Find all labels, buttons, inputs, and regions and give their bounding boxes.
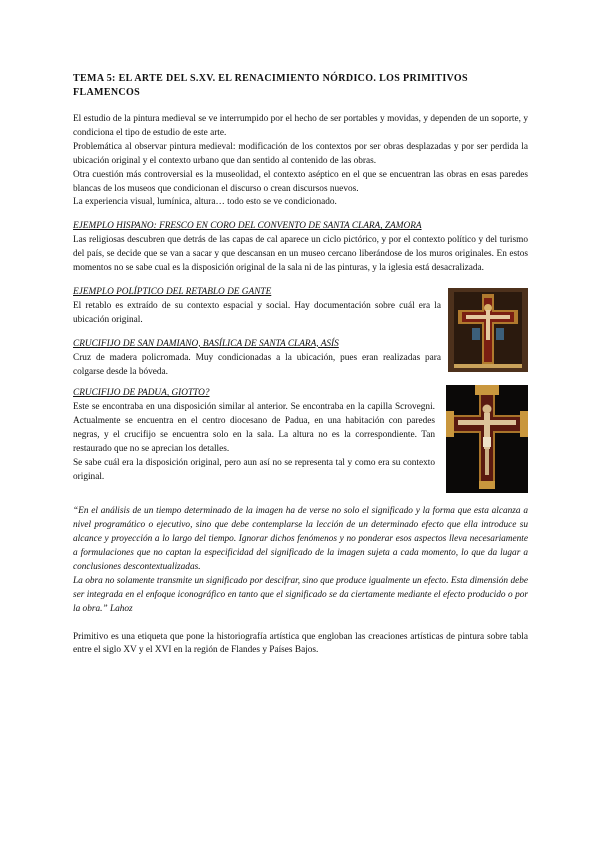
quote-paragraph: “En el análisis de un tiempo determinado de la imagen ha de verse no solo el significado y la forma que esta alcanza a nivel programático o ejecutivo, sino que debe contemplarse la lección de un determinado efecto que ella introduce su alcance y proyección a lo largo del tiempo. Ignorar dichos fenómenos y no ponderar esos aspectos lleva necesariamente a formulaciones que no captan la especificidad del significado de la imagen sujeta a cada momento, lo que da lugar a conclusiones descontextualizadas.: [73, 506, 528, 572]
san-damiano-crucifix-image: [448, 288, 528, 372]
section-text-gante: El retablo es extraído de su contexto espacial y social. Hay documentación sobre cuál era la ubicación original.: [73, 300, 441, 325]
section-heading-san-damiano: CRUCIFIJO DE SAN DAMIANO, BASÍLICA DE SANTA CLARA, ASÍS: [73, 338, 339, 349]
section-text-padua-context: Se sabe cuál era la disposición original, pero aun así no se representa tal y como era su contexto original.: [73, 457, 435, 482]
document-body: [73, 72, 528, 658]
intro-paragraph: Problemática al observar pintura medieval: modificación de los contextos por ser obras desplazadas y por ser perdida la ubicación original y el contexto urbano que dan sentido al contenido de las obras.: [73, 141, 528, 166]
page-title: TEMA 5: EL ARTE DEL S.XV. EL RENACIMIENTO NÓRDICO. LOS PRIMITIVOS FLAMENCOS: [73, 73, 468, 98]
closing-paragraph: Primitivo es una etiqueta que pone la historiografía artística que engloban las creaciones artísticas de pintura sobre tabla entre el siglo XV y el XVI en la región de Flandes y Países Bajos.: [73, 631, 528, 656]
section-heading-zamora: EJEMPLO HISPANO: FRESCO EN CORO DEL CONVENTO DE SANTA CLARA, ZAMORA: [73, 221, 422, 232]
intro-paragraph: La experiencia visual, lumínica, altura… todo esto se ve condicionado.: [73, 197, 337, 208]
section-text-san-damiano: Cruz de madera policromada. Muy condicionadas a la ubicación, pues eran realizadas para colgarse desde la bóveda.: [73, 352, 441, 377]
section-text-padua: Este se encontraba en una disposición similar al anterior. Se encontraba en la capilla Scrovegni. Actualmente se encuentra en el centro diocesano de Padua, en una habitación con paredes negras, y el crucifijo se encuentra solo en la sala. La altura no es la correspondiente. Tan restaurado que no se aprecian los detalles.: [73, 402, 435, 455]
intro-paragraph: Otra cuestión más controversial es la museolidad, el contexto aséptico en el que se encuentran las obras en esas paredes blancas de los museos que condicionan el discurso o crean discursos nuevos.: [73, 169, 528, 194]
section-heading-gante: EJEMPLO POLÍPTICO DEL RETABLO DE GANTE: [73, 286, 272, 297]
quote-paragraph: La obra no solamente transmite un significado por descifrar, sino que produce igualmente un efecto. Esta dimensión debe ser integrada en el enfoque iconográfico en tanto que el significado se da ciertamente mediante el efecto producido o por la obra.” Lahoz: [73, 575, 528, 614]
section-text-zamora: Las religiosas descubren que detrás de las capas de cal aparece un ciclo pictórico, y por el contexto político y del turismo del país, se decide que se van a sacar y que descansan en un museo cercano liberándose de los muros originales. En estos momentos no se sabe cual es la disposición original de la sala ni de las pinturas, y la iglesia está desacralizada.: [73, 235, 528, 274]
intro-paragraph: El estudio de la pintura medieval se ve interrumpido por el hecho de ser portables y movidas, y dependen de un soporte, y condiciona el tipo de estudio de este arte.: [73, 114, 528, 138]
padua-crucifix-image: [446, 385, 528, 493]
section-heading-padua: CRUCIFIJO DE PADUA, GIOTTO?: [73, 388, 210, 399]
